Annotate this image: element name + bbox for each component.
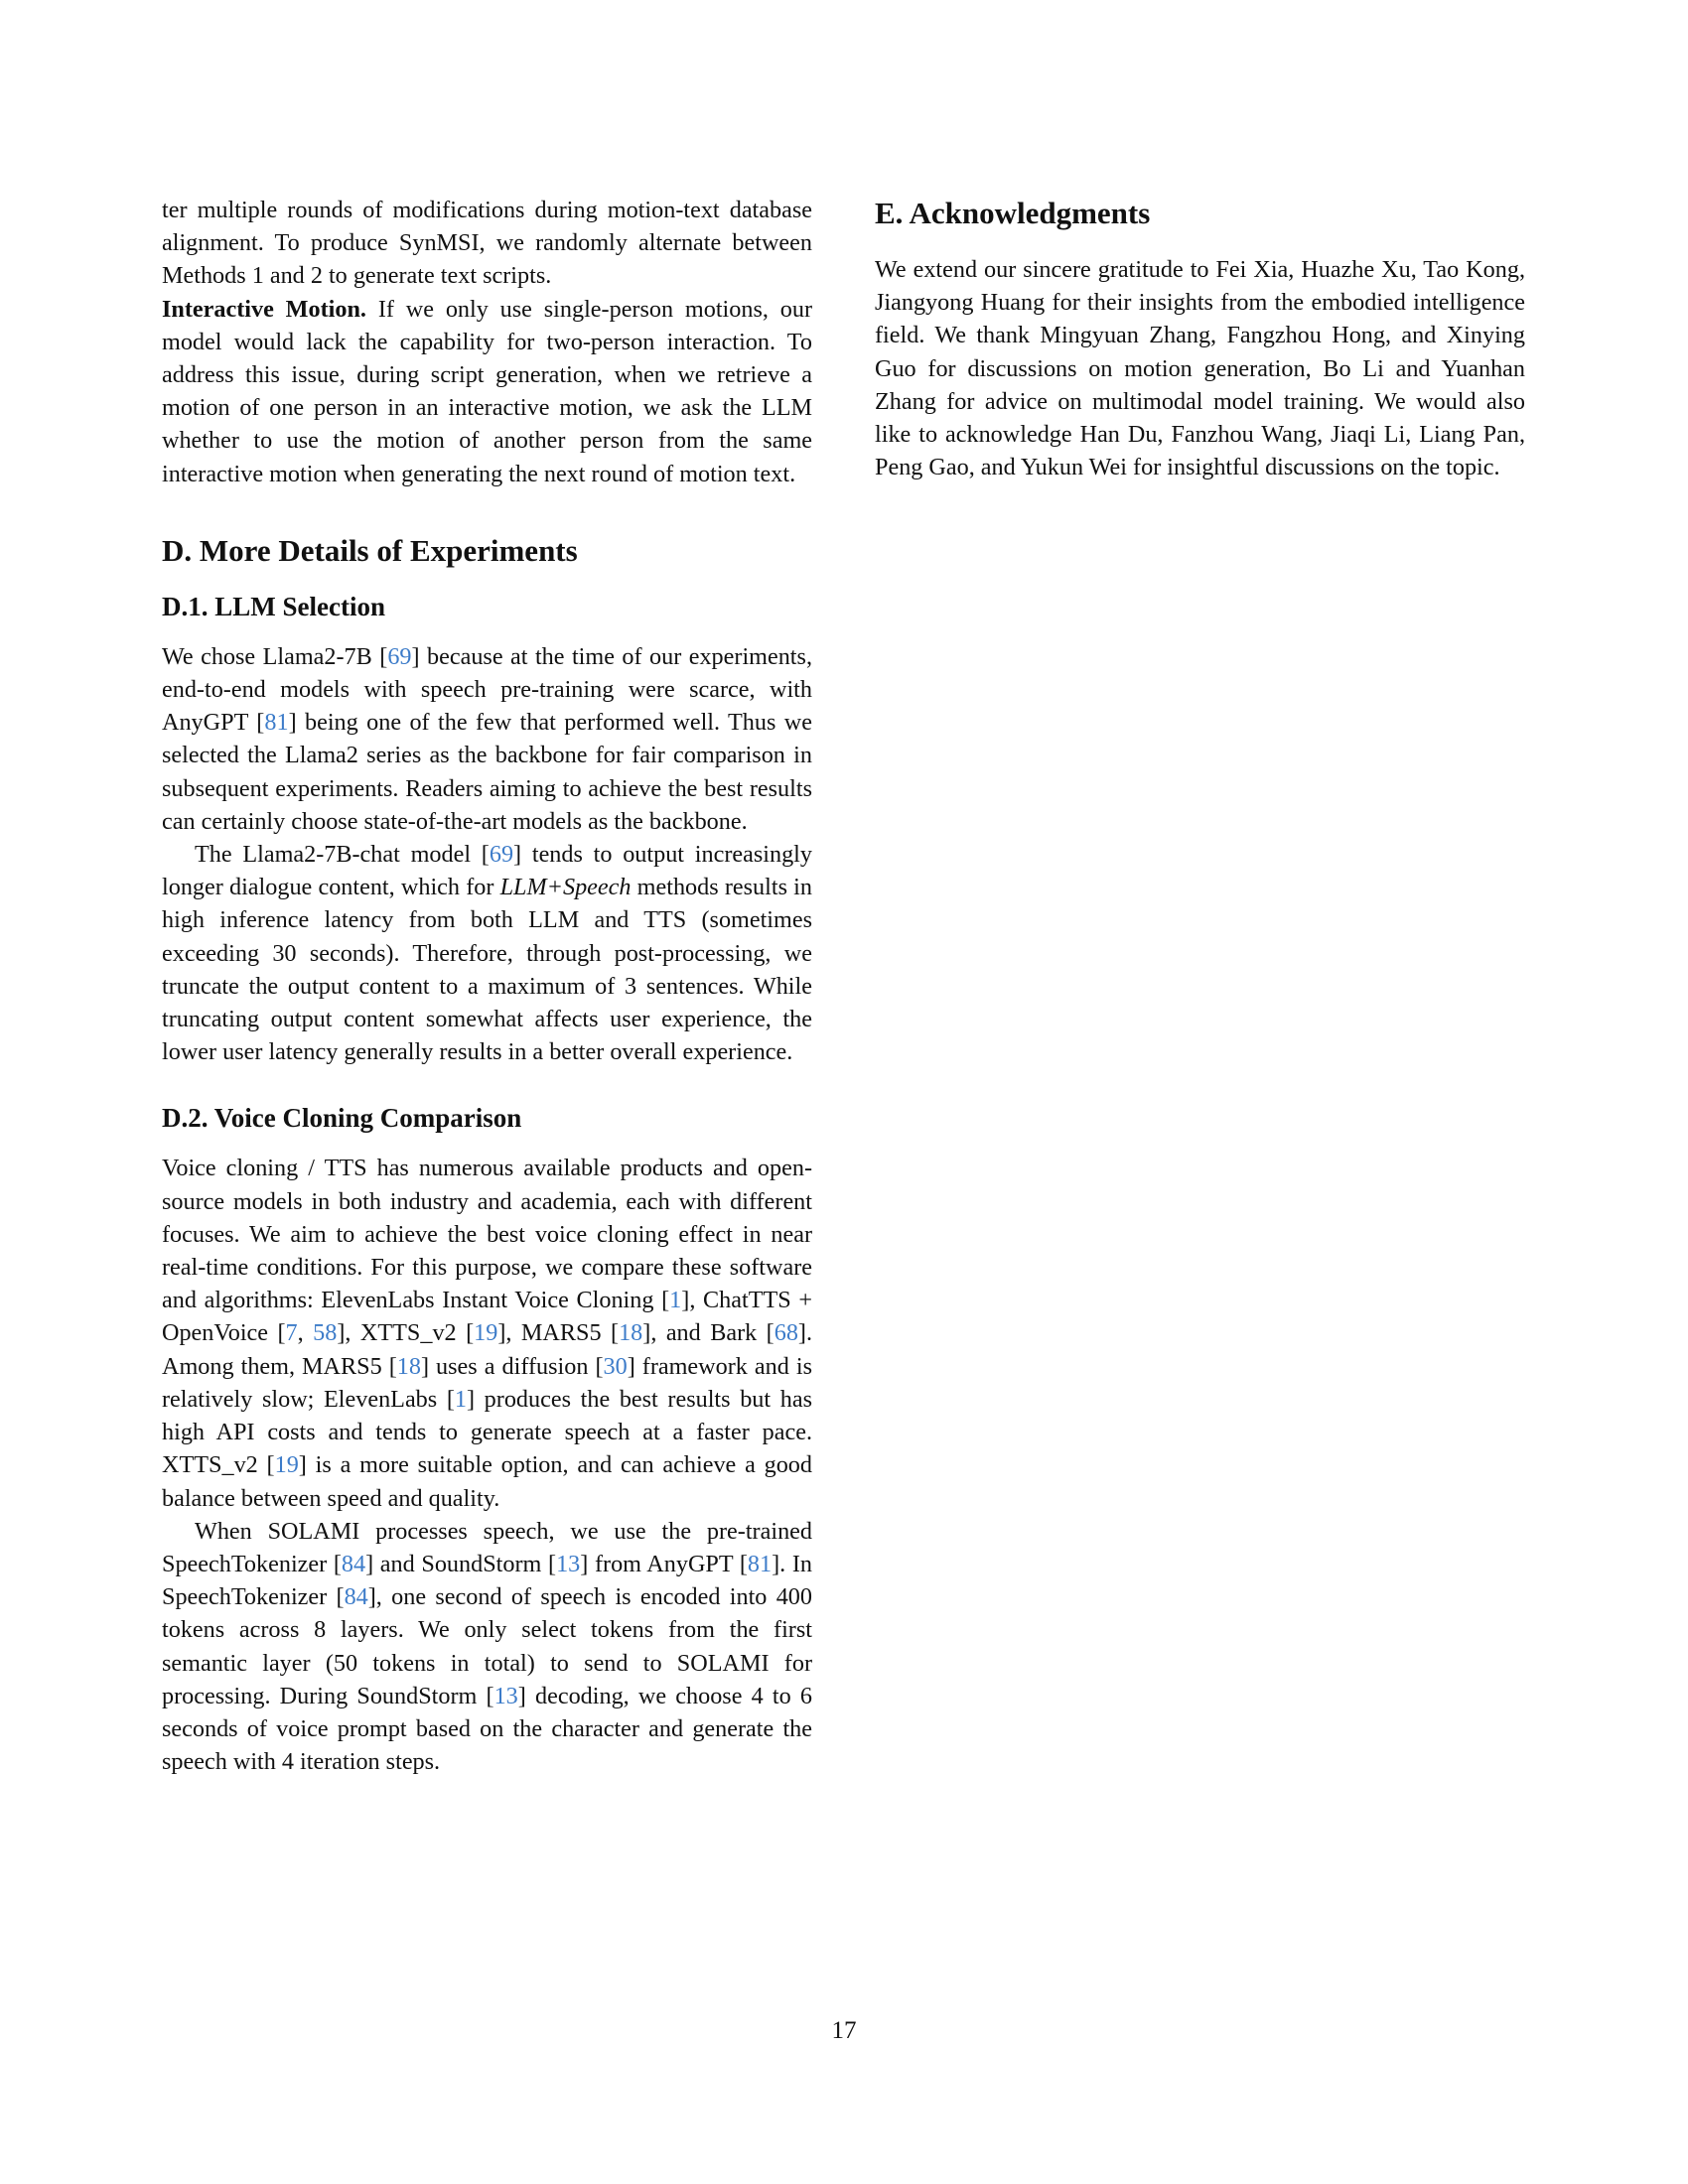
- citation-link[interactable]: 1: [669, 1287, 682, 1314]
- section-e-heading: E. Acknowledgments: [875, 196, 1151, 230]
- d2-paragraph-2: When SOLAMI processes speech, we use the pre-trained SpeechTokenizer [84] and SoundStorm [13] from AnyGPT [81]. In SpeechTokenizer [84], one second of speech is encoded into 400 tokens across 8 layers. We only select tokens from the first semantic layer (50 tokens in total) to send to SOLAMI for processing. During SoundStorm [13] decoding, we choose 4 to 6 seconds of voice prompt based on the character and generate the speech with 4 iteration steps.: [162, 1517, 813, 1776]
- section-d1-heading: D.1. LLM Selection: [162, 591, 385, 621]
- citation-link[interactable]: 1: [454, 1385, 467, 1413]
- citation-link[interactable]: 7: [285, 1319, 298, 1347]
- section-d-heading: D. More Details of Experiments: [162, 532, 578, 568]
- citation-link[interactable]: 81: [747, 1550, 773, 1577]
- left-column: [162, 194, 812, 1778]
- citation-link[interactable]: 19: [474, 1319, 498, 1347]
- method-name: LLM+Speech: [499, 874, 632, 901]
- citation-link[interactable]: 68: [774, 1319, 798, 1347]
- citation-link[interactable]: 13: [556, 1550, 581, 1577]
- citation-link[interactable]: 84: [344, 1583, 368, 1611]
- d1-paragraph-1: We chose Llama2-7B [69] because at the time of our experiments, end-to-end models with speech pre-training were scarce, with AnyGPT [81] being one of the few that performed well. Thus we selected the Llama2 series as the backbone for fair comparison in subsequent experiments. Readers aiming to achieve the best results can certainly choose state-of-the-art models as the backbone.: [162, 642, 812, 835]
- citation-link[interactable]: 84: [341, 1550, 366, 1577]
- right-column: [875, 194, 1525, 483]
- intro-paragraph: ter multiple rounds of modifications during motion-text database alignment. To produce SynMSI, we randomly alternate between Methods 1 and 2 to generate text scripts.: [162, 197, 812, 290]
- citation-link[interactable]: 18: [619, 1319, 643, 1347]
- citation-link[interactable]: 69: [387, 642, 412, 670]
- citation-link[interactable]: 81: [264, 709, 289, 737]
- citation-link[interactable]: 19: [274, 1451, 299, 1479]
- citation-link[interactable]: 58: [313, 1319, 338, 1347]
- citation-link[interactable]: 30: [603, 1352, 628, 1380]
- page-number: 17: [831, 2017, 857, 2044]
- acknowledgments-paragraph: We extend our sincere gratitude to Fei Xia, Huazhe Xu, Tao Kong, Jiangyong Huang for their insights from the embodied intelligence field. We thank Mingyuan Zhang, Fangzhou Hong, and Xinying Guo for discussions on motion generation, Bo Li and Yuanhan Zhang for advice on multimodal model training. We would also like to acknowledge Han Du, Fanzhou Wang, Jiaqi Li, Liang Pan, Peng Gao, and Yukun Wei for insightful discussions on the topic.: [875, 256, 1525, 481]
- interactive-motion-label: Interactive Motion.: [162, 295, 366, 323]
- section-d2-heading: D.2. Voice Cloning Comparison: [162, 1103, 522, 1134]
- d2-paragraph-1: Voice cloning / TTS has numerous available products and open-source models in both industry and academia, each with different focuses. We aim to achieve the best voice cloning effect in near real-time conditions. For this purpose, we compare these software and algorithms: ElevenLabs Instant Voice Cloning [1], ChatTTS + OpenVoice [7, 58], XTTS_v2 [19], MARS5 [18], and Bark [68]. Among them, MARS5 [18] uses a diffusion [30] framework and is relatively slow; ElevenLabs [1] produces the best results but has high API costs and tends to generate speech at a faster pace. XTTS_v2 [19] is a more suitable option, and can achieve a good balance between speed and quality.: [162, 1155, 813, 1512]
- interactive-motion-text: If we only use single-person motions, our model would lack the capability for two-person interaction. To address this issue, during script generation, when we retrieve a motion of one person in an interactive motion, we ask the LLM whether to use the motion of another person from the same interactive motion when generating the next round of motion text.: [162, 295, 813, 487]
- citation-link[interactable]: 13: [493, 1682, 518, 1709]
- d1-paragraph-2: The Llama2-7B-chat model [69] tends to output increasingly longer dialogue content, which for LLM+Speech methods results in high inference latency from both LLM and TTS (sometimes exceeding 30 seconds). Therefore, through post-processing, we truncate the output content to a maximum of 3 sentences. While truncating output content somewhat affects user experience, the lower user latency generally results in a better overall experience.: [162, 841, 812, 1066]
- citation-link[interactable]: 69: [489, 841, 514, 869]
- citation-link[interactable]: 18: [396, 1352, 421, 1380]
- interactive-motion-paragraph: [162, 293, 812, 490]
